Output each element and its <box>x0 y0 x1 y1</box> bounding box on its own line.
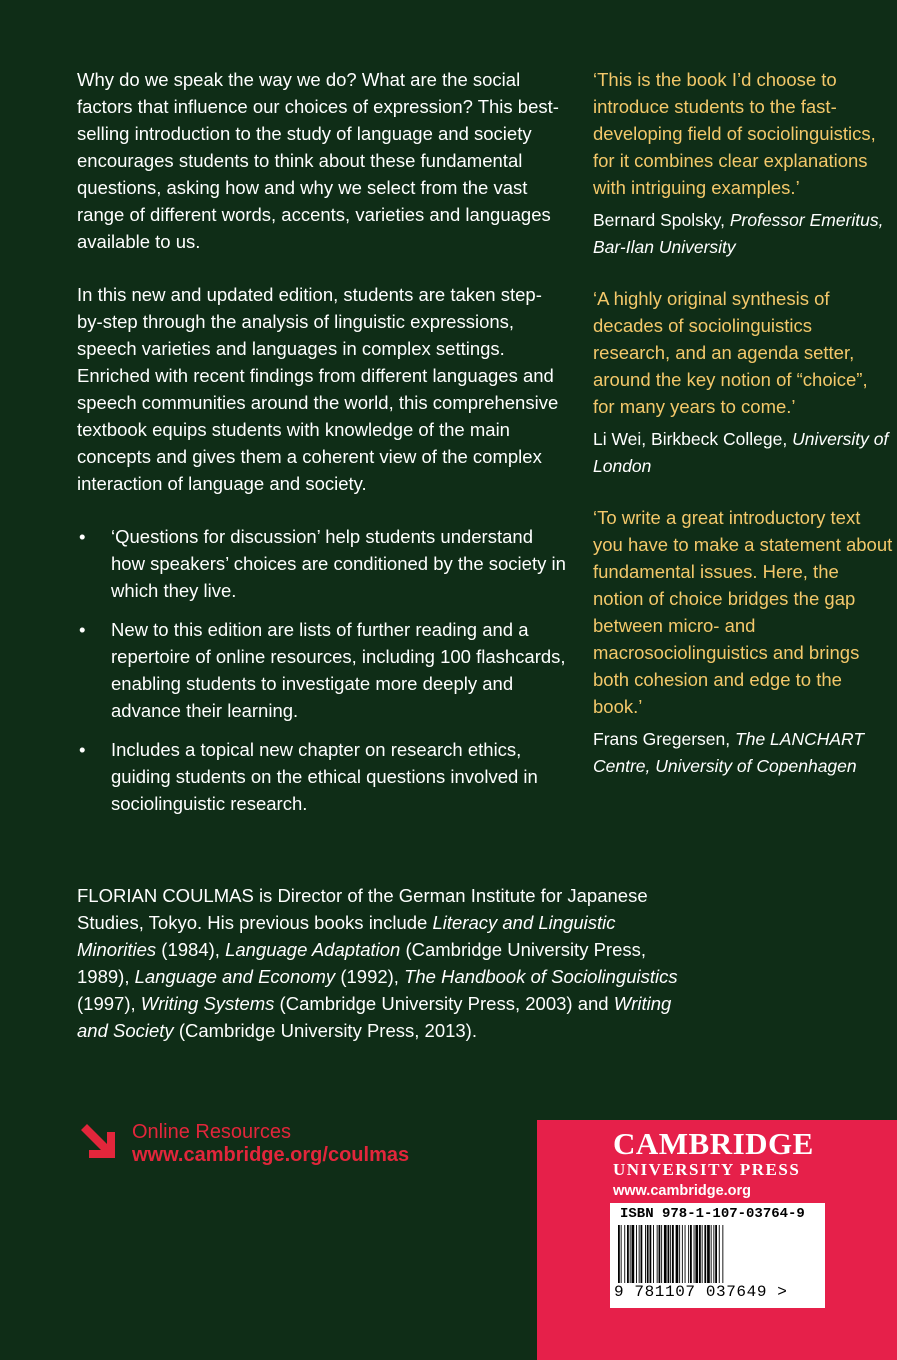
book-title: Literacy and Linguistic Minorities <box>77 912 616 960</box>
book-title: Language Adaptation <box>225 939 401 960</box>
barcode-bar <box>664 1225 667 1283</box>
quote-attribution: Bernard Spolsky, Professor Emeritus, Bar-Ilan University <box>593 210 884 257</box>
online-resources-label: Online Resources <box>132 1121 291 1143</box>
barcode-bar <box>685 1225 686 1283</box>
publisher-subtitle: UNIVERSITY PRESS <box>613 1160 801 1179</box>
barcode-bar <box>647 1225 649 1283</box>
barcode-bar <box>690 1225 692 1283</box>
barcode-bar <box>632 1225 635 1283</box>
barcode-bars <box>616 1225 819 1283</box>
barcode-bar <box>688 1225 689 1283</box>
publisher-logo: CAMBRIDGE <box>613 1126 814 1161</box>
barcode-bar <box>704 1225 706 1283</box>
quote-text: ‘This is the book I’d choose to introduce students to the fast-developing field of sociolinguistics, for it combines clear explanations with intriguing examples.’ <box>593 69 876 198</box>
barcode-bar <box>676 1225 679 1283</box>
barcode-bar <box>679 1225 680 1283</box>
feature-list <box>77 523 567 817</box>
barcode-bar <box>702 1225 703 1283</box>
barcode-bar <box>650 1225 652 1283</box>
book-title: Writing and Society <box>77 993 672 1041</box>
barcode-digits: 9 781107 037649 > <box>614 1283 788 1301</box>
isbn-label: ISBN 978-1-107-03764-9 <box>620 1206 805 1222</box>
feature-item: • ‘Questions for discussion’ help students understand how speakers’ choices are conditioned by the society in which they live. <box>77 523 567 604</box>
barcode-bar <box>661 1225 662 1283</box>
publisher-url[interactable]: www.cambridge.org <box>613 1183 752 1199</box>
quote-text: ‘A highly original synthesis of decades of sociolinguistics research, and an agenda setter, around the key notion of “choice”, for many years to come.’ <box>593 288 868 417</box>
bullet-icon: • <box>79 739 86 760</box>
barcode-bar <box>668 1225 670 1283</box>
barcode-bar <box>695 1225 698 1283</box>
barcode-bar <box>722 1225 723 1283</box>
barcode-bar <box>699 1225 701 1283</box>
publisher-block <box>537 1120 897 1360</box>
feature-item: • Includes a topical new chapter on research ethics, guiding students on the ethical questions involved in sociolinguistic research. <box>77 736 567 817</box>
quote-attribution: Frans Gregersen, The LANCHART Centre, University of Copenhagen <box>593 729 865 776</box>
barcode-bar <box>639 1225 640 1283</box>
barcode <box>610 1203 825 1308</box>
barcode-bar <box>618 1225 620 1283</box>
barcode-bar <box>621 1225 622 1283</box>
quote-attribution: Li Wei, Birkbeck College, University of London <box>593 429 889 476</box>
barcode-bar <box>670 1225 671 1283</box>
barcode-bar <box>657 1225 658 1283</box>
barcode-bar <box>659 1225 661 1283</box>
barcode-bar <box>707 1225 710 1283</box>
barcode-bar <box>645 1225 646 1283</box>
barcode-bar <box>719 1225 720 1283</box>
arrow-down-right-icon <box>77 1120 121 1164</box>
bullet-icon: • <box>79 619 86 640</box>
book-title: Writing Systems <box>140 993 275 1014</box>
author-bio: FLORIAN COULMAS is Director of the German Institute for Japanese Studies, Tokyo. His previous books include Literacy and Linguistic Minorities (1984), Language Adaptation (Cambridge University Press, 1989), Language and Economy (1992), The Handbook of Sociolinguistics (1997), Writing Systems (Cambridge University Press, 2003) and Writing and Society (Cambridge University Press, 2013). <box>77 885 678 1041</box>
online-resources-link[interactable]: www.cambridge.org/coulmas <box>132 1144 410 1166</box>
quote-text: ‘To write a great introductory text you have to make a statement about fundamental issues. Here, the notion of choice bridges the gap between micro- and macrosociolinguistics and brings both cohesion and edge to the book.’ <box>593 507 893 717</box>
barcode-bar <box>653 1225 654 1283</box>
endorsement-quote <box>593 66 893 261</box>
barcode-bar <box>713 1225 714 1283</box>
barcode-bar <box>624 1225 625 1283</box>
barcode-bar <box>694 1225 695 1283</box>
barcode-bar <box>630 1225 631 1283</box>
barcode-bar <box>641 1225 643 1283</box>
barcode-bar <box>715 1225 717 1283</box>
description-column <box>77 66 567 829</box>
barcode-bar <box>711 1225 712 1283</box>
endorsement-quote <box>593 285 893 480</box>
barcode-bar <box>682 1225 683 1283</box>
online-resources[interactable] <box>77 1120 497 1170</box>
feature-item: • New to this edition are lists of further reading and a repertoire of online resources, including 100 flashcards, enabling students to investigate more deeply and advance their learning. <box>77 616 567 724</box>
barcode-bar <box>672 1225 674 1283</box>
description-paragraph-1: Why do we speak the way we do? What are the social factors that influence our choices of expression? This best-selling introduction to the study of language and society encourages students to think about these fundamental questions, asking how and why we select from the vast range of different words, accents, varieties and languages available to us. <box>77 69 559 252</box>
book-title: Language and Economy <box>134 966 336 987</box>
bullet-icon: • <box>79 526 86 547</box>
barcode-bar <box>627 1225 629 1283</box>
endorsements-column <box>593 66 893 804</box>
description-paragraph-2: In this new and updated edition, students are taken step-by-step through the analysis of linguistic expressions, speech varieties and languages in complex settings. Enriched with recent findings from different languages and speech communities around the world, this comprehensive textbook equips students with knowledge of the main concepts and gives them a coherent view of the complex interaction of language and society. <box>77 284 559 494</box>
book-title: The Handbook of Sociolinguistics <box>404 966 678 987</box>
endorsement-quote <box>593 504 893 780</box>
barcode-bar <box>636 1225 637 1283</box>
